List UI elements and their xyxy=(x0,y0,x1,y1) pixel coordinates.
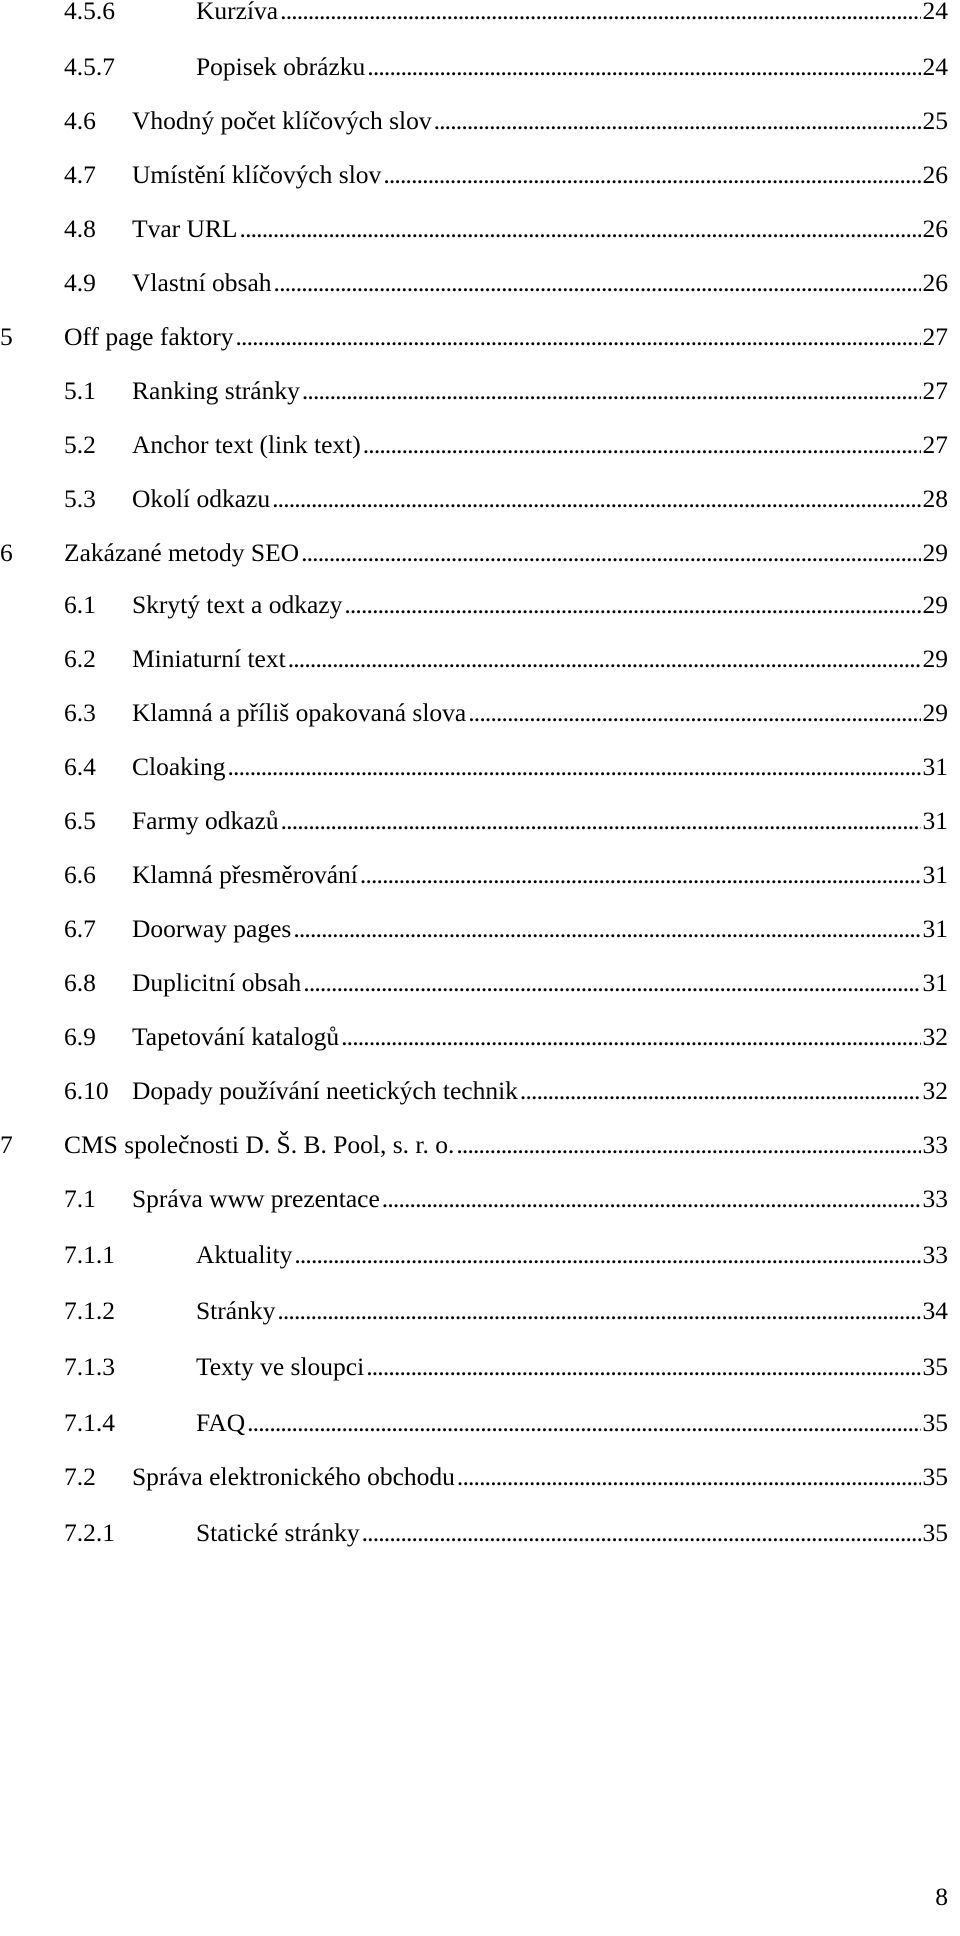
toc-page-number: 32 xyxy=(922,1076,948,1105)
toc-page-number: 29 xyxy=(922,538,948,567)
toc-page-number: 31 xyxy=(922,968,948,997)
toc-leader xyxy=(367,52,920,82)
toc-number: 7.2 xyxy=(64,1462,96,1491)
toc-entry[interactable] xyxy=(64,1518,948,1558)
toc-page-number: 31 xyxy=(922,860,948,889)
page-number: 8 xyxy=(935,1882,948,1911)
toc-number: 4.8 xyxy=(64,214,96,243)
toc-title: Statické stránky xyxy=(196,1518,360,1547)
toc-leader xyxy=(247,1408,920,1438)
toc-leader xyxy=(362,1518,921,1548)
toc-title: Popisek obrázku xyxy=(196,52,366,81)
toc-entry[interactable] xyxy=(64,1076,948,1116)
toc-number: 4.7 xyxy=(64,160,96,189)
toc-entry[interactable] xyxy=(64,214,948,254)
toc-page-number: 33 xyxy=(922,1130,948,1159)
toc-page-number: 27 xyxy=(922,430,948,459)
toc-title: Cloaking xyxy=(132,752,226,781)
toc-entry[interactable] xyxy=(0,1130,948,1170)
toc-page-number: 25 xyxy=(922,106,948,135)
toc-number: 6.4 xyxy=(64,752,96,781)
toc-entry[interactable] xyxy=(64,268,948,308)
toc-leader xyxy=(383,160,920,190)
toc-page-number: 31 xyxy=(922,752,948,781)
toc-title: Klamná přesměrování xyxy=(132,860,358,889)
toc-title: Doorway pages xyxy=(132,914,292,943)
toc-number: 6.2 xyxy=(64,644,96,673)
toc-leader xyxy=(281,806,921,836)
toc-leader xyxy=(272,484,920,514)
toc-page-number: 29 xyxy=(922,590,948,619)
toc-title: Miniaturní text xyxy=(132,644,286,673)
toc-entry[interactable] xyxy=(64,968,948,1008)
toc-page-number: 28 xyxy=(922,484,948,513)
toc-entry[interactable] xyxy=(64,1462,948,1502)
toc-title: Kurzíva xyxy=(196,0,279,25)
toc-page-number: 27 xyxy=(922,376,948,405)
toc-number: 6.8 xyxy=(64,968,96,997)
toc-leader xyxy=(280,0,920,26)
toc-number: 5.2 xyxy=(64,430,96,459)
toc-number: 7.1 xyxy=(64,1184,96,1213)
toc-title: Stránky xyxy=(196,1296,276,1325)
toc-entry[interactable] xyxy=(64,752,948,792)
toc-entry[interactable] xyxy=(64,1296,948,1336)
toc-number: 7.2.1 xyxy=(64,1518,115,1547)
toc-page-number: 29 xyxy=(922,698,948,727)
toc-page-number: 26 xyxy=(922,214,948,243)
toc-number: 7.1.1 xyxy=(64,1240,115,1269)
toc-leader xyxy=(344,590,920,620)
toc-title: FAQ xyxy=(196,1408,246,1437)
toc-leader xyxy=(303,968,920,998)
toc-number: 7.1.2 xyxy=(64,1296,115,1325)
toc-number: 6.3 xyxy=(64,698,96,727)
toc-entry[interactable] xyxy=(64,484,948,524)
toc-number: 6.1 xyxy=(64,590,96,619)
toc-entry[interactable] xyxy=(64,1240,948,1280)
toc-page-number: 27 xyxy=(922,322,948,351)
toc-leader xyxy=(240,214,921,244)
toc-title: Zakázané metody SEO xyxy=(64,538,300,567)
toc-leader xyxy=(366,1352,920,1382)
toc-title: Off page faktory xyxy=(64,322,234,351)
toc-number: 5.3 xyxy=(64,484,96,513)
toc-title: Farmy odkazů xyxy=(132,806,279,835)
toc-page-number: 26 xyxy=(922,268,948,297)
toc-entry[interactable] xyxy=(64,376,948,416)
toc-leader xyxy=(520,1076,921,1106)
toc-leader xyxy=(341,1022,920,1052)
toc-entry[interactable] xyxy=(0,538,948,578)
toc-entry[interactable] xyxy=(64,106,948,146)
toc-number: 6.10 xyxy=(64,1076,109,1105)
toc-page-number: 35 xyxy=(922,1352,948,1381)
toc-entry[interactable] xyxy=(64,860,948,900)
toc-leader xyxy=(274,268,921,298)
toc-number: 6.5 xyxy=(64,806,96,835)
toc-number: 6 xyxy=(0,538,13,567)
toc-title: Umístění klíčových slov xyxy=(132,160,382,189)
toc-number: 6.9 xyxy=(64,1022,96,1051)
toc-leader xyxy=(363,430,921,460)
toc-leader xyxy=(228,752,921,782)
toc-leader xyxy=(293,914,920,944)
toc-number: 4.5.6 xyxy=(64,0,115,25)
toc-page-number: 31 xyxy=(922,806,948,835)
toc-entry[interactable] xyxy=(64,1352,948,1392)
toc-leader xyxy=(277,1296,920,1326)
toc-number: 4.5.7 xyxy=(64,52,115,81)
toc-page-number: 33 xyxy=(922,1240,948,1269)
toc-number: 7.1.4 xyxy=(64,1408,115,1437)
toc-entry[interactable] xyxy=(64,160,948,200)
toc-page-number: 32 xyxy=(922,1022,948,1051)
toc-page-number: 35 xyxy=(922,1518,948,1547)
toc-title: Tvar URL xyxy=(132,214,238,243)
toc-title: Duplicitní obsah xyxy=(132,968,302,997)
toc-entry[interactable] xyxy=(64,806,948,846)
toc-entry[interactable] xyxy=(64,590,948,630)
toc-entry[interactable] xyxy=(64,1022,948,1062)
toc-leader xyxy=(302,376,921,406)
toc-title: Vlastní obsah xyxy=(132,268,272,297)
toc-title: Texty ve sloupci xyxy=(196,1352,365,1381)
toc-title: Tapetování katalogů xyxy=(132,1022,340,1051)
toc-page-number: 29 xyxy=(922,644,948,673)
toc-title: Aktuality xyxy=(196,1240,293,1269)
toc-leader xyxy=(382,1184,921,1214)
toc-page-number: 26 xyxy=(922,160,948,189)
toc-title: Okolí odkazu xyxy=(132,484,271,513)
toc-page-number: 24 xyxy=(922,0,948,25)
toc-entry[interactable] xyxy=(64,644,948,684)
toc-number: 6.6 xyxy=(64,860,96,889)
toc-entry[interactable] xyxy=(64,52,948,92)
toc-leader xyxy=(301,538,920,568)
toc-page-number: 31 xyxy=(922,914,948,943)
toc-number: 5 xyxy=(0,322,13,351)
toc-entry[interactable] xyxy=(64,1408,948,1448)
toc-page-number: 24 xyxy=(922,52,948,81)
toc-leader xyxy=(434,106,921,136)
toc-leader xyxy=(457,1462,921,1492)
toc-entry[interactable] xyxy=(64,0,948,36)
toc-entry[interactable] xyxy=(0,322,948,362)
toc-title: Správa www prezentace xyxy=(132,1184,380,1213)
toc-title: Vhodný počet klíčových slov xyxy=(132,106,432,135)
toc-title: Správa elektronického obchodu xyxy=(132,1462,455,1491)
toc-number: 4.6 xyxy=(64,106,96,135)
toc-leader xyxy=(294,1240,920,1270)
toc-number: 7 xyxy=(0,1130,13,1159)
toc-title: Anchor text (link text) xyxy=(132,430,361,459)
toc-title: Skrytý text a odkazy xyxy=(132,590,343,619)
toc-title: Dopady používání neetických technik xyxy=(132,1076,518,1105)
toc-entry[interactable] xyxy=(64,430,948,470)
toc-leader xyxy=(235,322,920,352)
toc-entry[interactable] xyxy=(64,914,948,954)
toc-leader xyxy=(288,644,921,674)
toc-leader xyxy=(468,698,920,728)
toc-title: Klamná a příliš opakovaná slova xyxy=(132,698,467,727)
toc-page-number: 35 xyxy=(922,1462,948,1491)
toc-entry[interactable] xyxy=(64,698,948,738)
toc-page-number: 35 xyxy=(922,1408,948,1437)
toc-page-number: 34 xyxy=(922,1296,948,1325)
toc-number: 6.7 xyxy=(64,914,96,943)
toc-leader xyxy=(456,1130,920,1160)
toc-leader xyxy=(360,860,921,890)
toc-number: 7.1.3 xyxy=(64,1352,115,1381)
toc-title: Ranking stránky xyxy=(132,376,300,405)
toc-title: CMS společnosti D. Š. B. Pool, s. r. o. xyxy=(64,1130,455,1159)
toc-number: 5.1 xyxy=(64,376,96,405)
toc-number: 4.9 xyxy=(64,268,96,297)
toc-page-number: 33 xyxy=(922,1184,948,1213)
toc-entry[interactable] xyxy=(64,1184,948,1224)
